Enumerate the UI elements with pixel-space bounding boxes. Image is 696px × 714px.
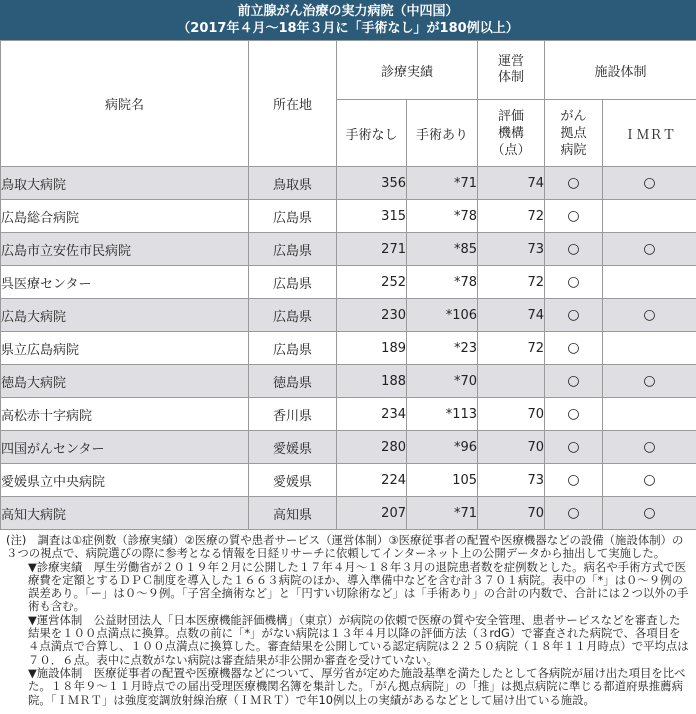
no-surgery-count: 234 [337,398,407,431]
hospital-name: 広島市立安佐市民病院 [1,233,249,266]
eval-score: 74 [478,167,545,200]
imrt-mark: ○ [603,464,696,497]
header-with-surgery: 手術あり [407,100,478,167]
imrt-mark [603,398,696,431]
note-facility: ▼施設体制 医療従事者の配置や医療機器などについて、厚労省が定めた施設基準を満たしたとして各病院が届け出た項目を比べた。１８年９～１１月時点での届出受理医療機関名簿を集計した。「がん拠点病院」の「推」は拠点病院に準じる都道府県推薦病院。「ＩＭＲＴ」は強度変調放射線治療（ＩＭＲＴ）で年10例以上の実績があるなどとして届け出ている施設。 [28,665,686,707]
table-row [1,200,696,233]
header-facility: 施設体制 [545,41,696,100]
header-no-surgery: 手術なし [337,100,407,167]
eval-score: 72 [478,200,545,233]
prefecture: 高知県 [249,497,337,530]
no-surgery-count: 224 [337,464,407,497]
hospital-name: 愛媛県立中央病院 [1,464,249,497]
cancer-base-mark: ○ [545,365,603,398]
header-eval-org [478,100,545,167]
header-operation [478,41,545,100]
eval-score: 70 [478,497,545,530]
no-surgery-count: 230 [337,299,407,332]
prefecture: 鳥取県 [249,167,337,200]
no-surgery-count: 280 [337,431,407,464]
header-cancer-base-label: がん 拠点 病院 [560,108,587,158]
header-imrt: ＩＭＲＴ [603,100,696,167]
hospital-name: 徳島大病院 [1,365,249,398]
hospital-name: 高知大病院 [1,497,249,530]
cancer-base-mark: ○ [545,497,603,530]
eval-score: 72 [478,332,545,365]
prefecture: 広島県 [249,299,337,332]
header-operation-label: 運営 体制 [498,54,525,85]
table-row [1,431,696,464]
hospital-name: 高松赤十字病院 [1,398,249,431]
with-surgery-count: *78 [407,266,478,299]
no-surgery-count: 189 [337,332,407,365]
cancer-base-mark: ○ [545,200,603,233]
with-surgery-count: *71 [407,497,478,530]
eval-score: 70 [478,398,545,431]
prefecture: 香川県 [249,398,337,431]
prefecture: 広島県 [249,332,337,365]
title-line-2: （2017年４月～18年３月に「手術なし」が180例以上） [177,21,519,36]
table-row [1,365,696,398]
hospital-name: 呉医療センター [1,266,249,299]
imrt-mark: ○ [603,497,696,530]
cancer-base-mark: ○ [545,398,603,431]
note-general: (注) 調査は①症例数（診療実績）②医療の質や患者サービス（運営体制）③医療従事者の配置や医療機器などの設備（施設体制）の３つの視点で、病院選びの際に参考となる情報を日経リサーチに依頼してインターネット上の公開データから抽出して実施した。 [6,533,684,561]
hospital-name: 広島大病院 [1,299,249,332]
hospital-table [0,40,696,530]
with-surgery-count: *70 [407,365,478,398]
table-row [1,332,696,365]
hospital-name: 広島総合病院 [1,200,249,233]
no-surgery-count: 356 [337,167,407,200]
imrt-mark [603,266,696,299]
with-surgery-count: 105 [407,464,478,497]
hospital-name: 四国がんセンター [1,431,249,464]
cancer-base-mark: ○ [545,464,603,497]
cancer-base-mark: ○ [545,431,603,464]
no-surgery-count: 207 [337,497,407,530]
with-surgery-count: *23 [407,332,478,365]
prefecture: 愛媛県 [249,464,337,497]
cancer-base-mark: ○ [545,299,603,332]
no-surgery-count: 188 [337,365,407,398]
header-hospital: 病院名 [1,41,249,167]
header-clinical: 診療実績 [337,41,478,100]
imrt-mark: ○ [603,365,696,398]
footnotes [0,530,696,707]
table-row [1,167,696,200]
no-surgery-count: 271 [337,233,407,266]
cancer-base-mark: ○ [545,233,603,266]
eval-score [478,365,545,398]
hospital-name: 鳥取大病院 [1,167,249,200]
eval-score: 72 [478,266,545,299]
prefecture: 広島県 [249,266,337,299]
table-row [1,299,696,332]
with-surgery-count: *85 [407,233,478,266]
eval-score: 70 [478,431,545,464]
cancer-base-mark: ○ [545,167,603,200]
hospital-name: 県立広島病院 [1,332,249,365]
table-row [1,464,696,497]
imrt-mark: ○ [603,233,696,266]
with-surgery-count: *106 [407,299,478,332]
imrt-mark: ○ [603,299,696,332]
eval-score: 73 [478,464,545,497]
note-operation: ▼運営体制 公益財団法人「日本医療機能評価機構」（東京）が病院の依頼で医療の質や安全管理、患者サービスなどを審査した結果を１００点満点に換算。点数の前に「*」がない病院は１３年４月以降の評価方法（３rdG）で審査された病院で、各項目を４点満点で合算し、１００点満点に換算した。審査結果を公開している認定病院は２２５０病院（１８年１１月時点）で平均点は７０．６点。表中に点数がない病院は審査結果が非公開か審査を受けていない。 [28,612,689,667]
imrt-mark [603,332,696,365]
header-eval-org-label: 評価 機構 （点） [491,108,531,158]
table-row [1,266,696,299]
table-body [1,167,696,530]
with-surgery-count: *96 [407,431,478,464]
eval-score: 74 [478,299,545,332]
table-row [1,497,696,530]
cancer-base-mark: ○ [545,266,603,299]
header-location: 所在地 [249,41,337,167]
prefecture: 広島県 [249,233,337,266]
no-surgery-count: 252 [337,266,407,299]
prefecture: 愛媛県 [249,431,337,464]
header-cancer-base [545,100,603,167]
cancer-base-mark: ○ [545,332,603,365]
imrt-mark: ○ [603,167,696,200]
title-bar [0,0,696,40]
title-line-1: 前立腺がん治療の実力病院（中四国） [237,4,459,19]
imrt-mark: ○ [603,431,696,464]
with-surgery-count: *113 [407,398,478,431]
no-surgery-count: 315 [337,200,407,233]
prefecture: 徳島県 [249,365,337,398]
table-row [1,233,696,266]
eval-score: 73 [478,233,545,266]
imrt-mark [603,200,696,233]
prefecture: 広島県 [249,200,337,233]
with-surgery-count: *78 [407,200,478,233]
header-row-1 [1,41,696,100]
with-surgery-count: *71 [407,167,478,200]
note-clinical: ▼診療実績 厚生労働省が２０１９年２月に公開した１７年４月～１８年３月の退院患者数を症例数とした。病名や手術方式で医療費を定額とするＤＰＣ制度を導入した１６６３病院のほか、導入準備中などを含む計３７０１病院。表中の「*」は０～９例の誤差あり。「ー」は０～９例。「子宮全摘術など」と「円すい切除術など」は「手術あり」の合計の内数で、合計には２つ以外の手術も含む。 [28,559,689,614]
table-row [1,398,696,431]
